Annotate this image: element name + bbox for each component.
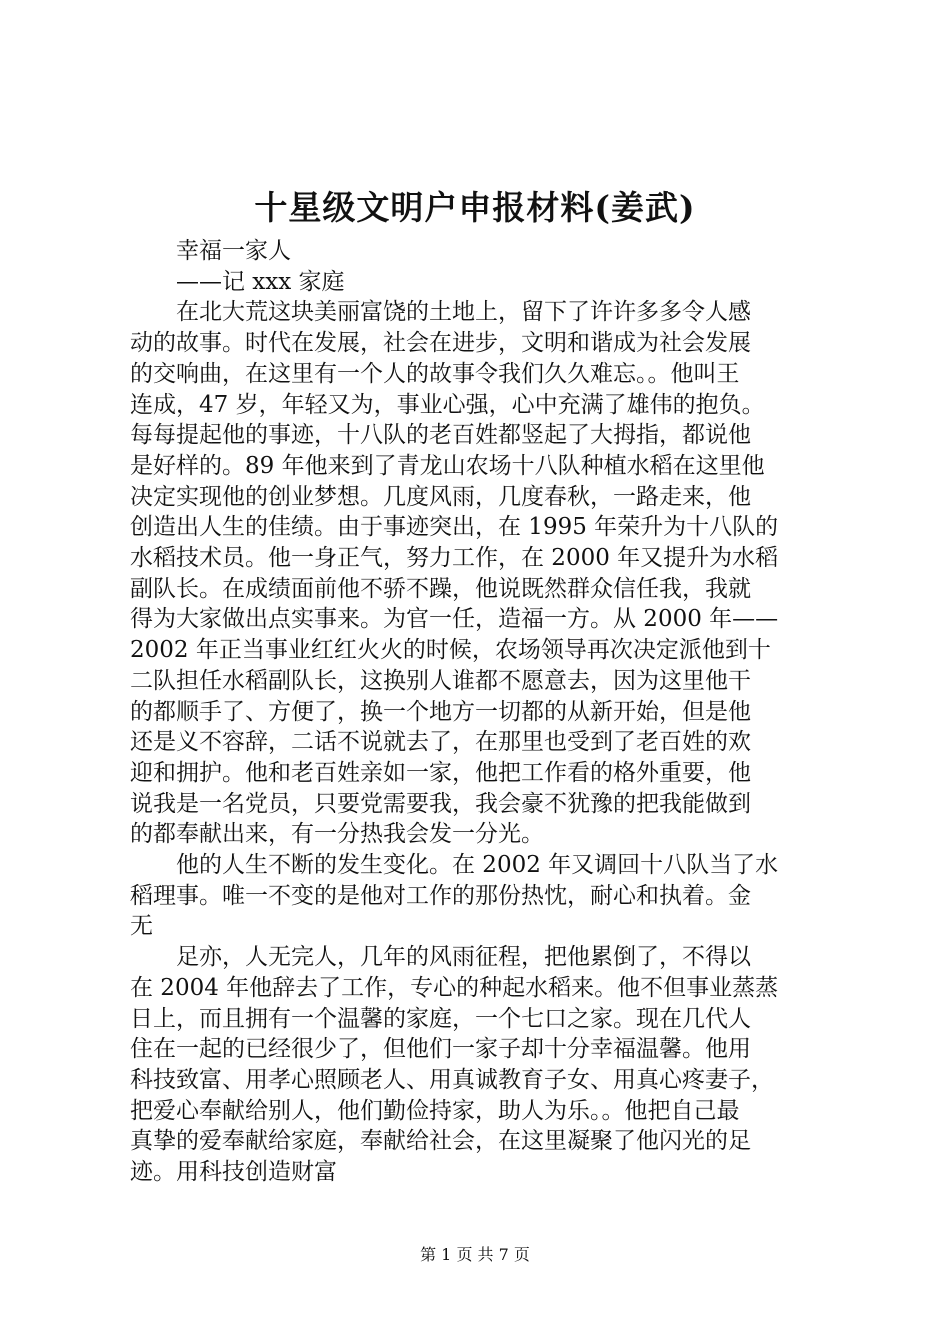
text-line: 的都顺手了、方便了，换一个地方一切都的从新开始，但是他 xyxy=(130,698,751,725)
text-line: 还是义不容辞，二话不说就去了，在那里也受到了老百姓的欢 xyxy=(130,729,751,756)
subtitle-block xyxy=(130,236,830,297)
text-line: 住在一起的已经很少了，但他们一家子却十分幸福温馨。他用 xyxy=(130,1036,751,1063)
text-line: 的都奉献出来，有一分热我会发一分光。 xyxy=(130,821,544,848)
text-line: 足亦，人无完人，几年的风雨征程，把他累倒了，不得以 xyxy=(176,944,751,971)
paragraph-2 xyxy=(130,850,830,942)
text-line: 日上，而且拥有一个温馨的家庭，一个七口之家。现在几代人 xyxy=(130,1005,751,1032)
text-line: 动的故事。时代在发展，社会在进步，文明和谐成为社会发展 xyxy=(130,330,751,357)
text-line: 决定实现他的创业梦想。几度风雨，几度春秋，一路走来，他 xyxy=(130,483,751,510)
text-line: 2002 年正当事业红红火火的时候，农场领导再次决定派他到十 xyxy=(130,637,771,664)
text-line: 是好样的。89 年他来到了青龙山农场十八队种植水稻在这里他 xyxy=(130,452,765,479)
subtitle-line: 幸福一家人 xyxy=(176,238,291,264)
text-line: 稻理事。唯一不变的是他对工作的那份热忱，耐心和执着。金 xyxy=(130,882,751,909)
document-title: 十星级文明户申报材料(姜武) xyxy=(254,188,696,227)
text-line: 每每提起他的事迹，十八队的老百姓都竖起了大拇指，都说他 xyxy=(130,422,751,449)
text-line: 连成，47 岁，年轻又为，事业心强，心中充满了雄伟的抱负。 xyxy=(130,391,765,418)
text-line: 的交响曲，在这里有一个人的故事令我们久久难忘。。他叫王 xyxy=(130,360,740,387)
text-line: 创造出人生的佳绩。由于事迹突出，在 1995 年荣升为十八队的 xyxy=(130,514,779,541)
text-line: 无 xyxy=(130,913,153,940)
paragraph-1 xyxy=(130,297,830,850)
page-footer: 第 1 页 共 7 页 xyxy=(420,1245,530,1264)
subtitle-line: ——记 xxx 家庭 xyxy=(176,268,345,295)
text-line: 科技致富、用孝心照顾老人、用真诚教育子女、用真心疼妻子， xyxy=(130,1066,774,1093)
text-line: 副队长。在成绩面前他不骄不躁，他说既然群众信任我，我就 xyxy=(130,575,751,602)
paragraph-3 xyxy=(130,942,830,1188)
text-line: 在北大荒这块美丽富饶的土地上，留下了许许多多令人感 xyxy=(176,299,751,326)
text-line: 真挚的爱奉献给家庭，奉献给社会，在这里凝聚了他闪光的足 xyxy=(130,1128,751,1155)
text-line: 他的人生不断的发生变化。在 2002 年又调回十八队当了水 xyxy=(176,852,779,879)
text-line: 二队担任水稻副队长，这换别人谁都不愿意去，因为这里他干 xyxy=(130,667,751,694)
text-line: 迎和拥护。他和老百姓亲如一家，他把工作看的格外重要，他 xyxy=(130,759,751,786)
text-line: 得为大家做出点实事来。为官一任，造福一方。从 2000 年—— xyxy=(130,606,779,633)
text-line: 在 2004 年他辞去了工作，专心的种起水稻来。他不但事业蒸蒸 xyxy=(130,974,779,1001)
text-line: 说我是一名党员，只要党需要我，我会豪不犹豫的把我能做到 xyxy=(130,790,751,817)
text-line: 把爱心奉献给别人，他们勤俭持家，助人为乐。。他把自己最 xyxy=(130,1097,740,1124)
text-line: 水稻技术员。他一身正气，努力工作，在 2000 年又提升为水稻 xyxy=(130,545,779,572)
document-body xyxy=(130,236,830,1188)
text-line: 迹。用科技创造财富 xyxy=(130,1159,337,1186)
